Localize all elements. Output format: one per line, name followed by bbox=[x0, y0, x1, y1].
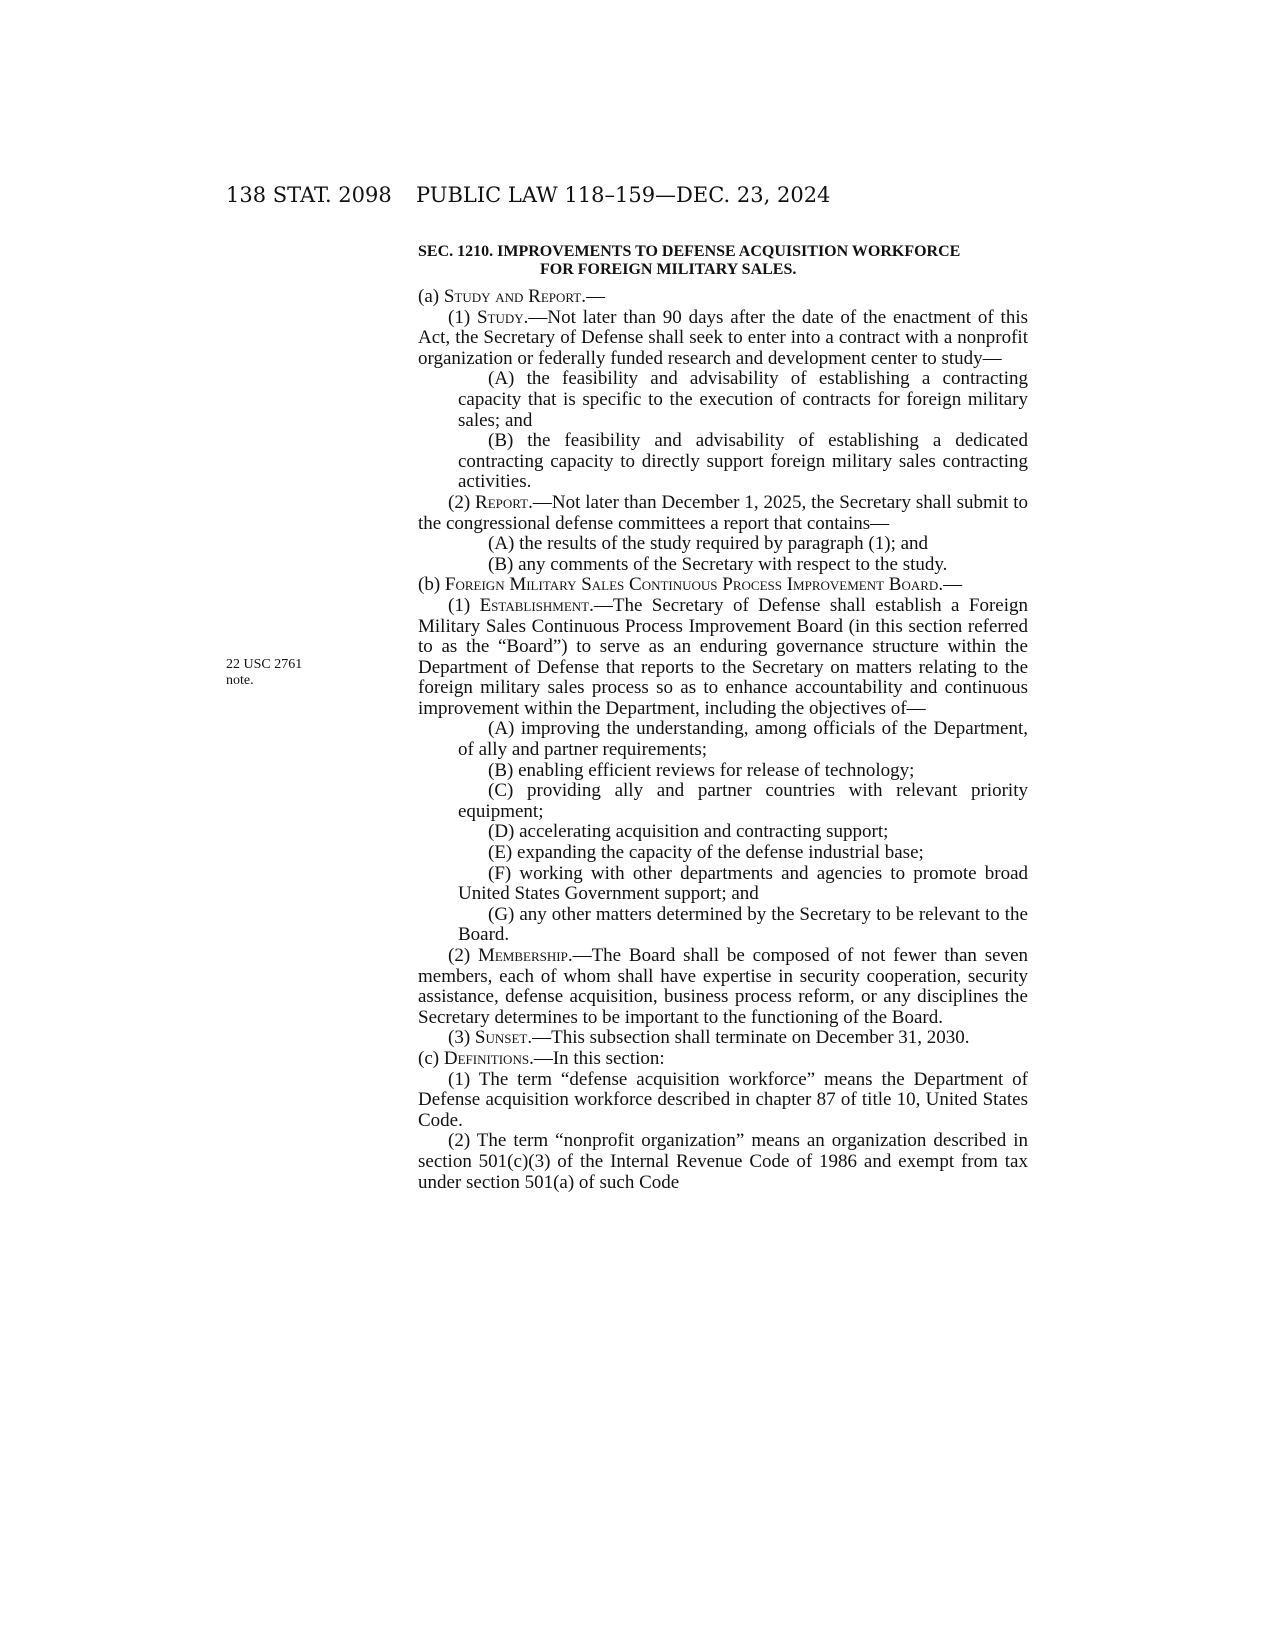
section-body bbox=[418, 243, 1028, 1193]
paragraph-b1-title: Establishment bbox=[479, 594, 590, 616]
paragraph-b3-title: Sunset bbox=[474, 1027, 528, 1049]
paragraph-b2-label: (2) bbox=[448, 945, 478, 966]
paragraph-b3 bbox=[418, 1028, 1028, 1049]
paragraph-a2-text: .—Not later than December 1, 2025, the Secretary shall submit to the congressional defense committees a report that contains— bbox=[418, 491, 1028, 534]
paragraph-a1-text: .—Not later than 90 days after the date of the enactment of this Act, the Secretary of Defense shall seek to enter into a contract with a nonprofit organization or federally funded research and development center to study— bbox=[418, 306, 1028, 369]
page-header bbox=[0, 183, 1275, 223]
public-law-title: PUBLIC LAW 118–159—DEC. 23, 2024 bbox=[416, 183, 831, 207]
subsection-b-label: (b) bbox=[418, 574, 445, 596]
subparagraph-a2A: (A) the results of the study required by paragraph (1); and bbox=[488, 533, 929, 555]
paragraph-a1-title: Study bbox=[476, 306, 524, 328]
paragraph-b1 bbox=[418, 596, 1028, 720]
section-heading bbox=[418, 243, 1028, 279]
subparagraph-b1G: (G) any other matters determined by the Secretary to be relevant to the Board. bbox=[458, 903, 1028, 946]
subsection-a-label: (a) bbox=[418, 286, 444, 307]
subsection-c-heading bbox=[418, 1049, 1028, 1070]
margin-note-line1: 22 USC 2761 bbox=[226, 657, 303, 672]
stat-page-number: 138 STAT. 2098 bbox=[226, 183, 392, 207]
subparagraph-b1C: (C) providing ally and partner countries with relevant priority equipment; bbox=[458, 780, 1028, 822]
paragraph-b3-text: .—This subsection shall terminate on December 31, 2030. bbox=[527, 1027, 970, 1049]
subsection-c-label: (c) bbox=[418, 1047, 444, 1069]
paragraph-a2 bbox=[418, 493, 1028, 534]
paragraph-b1-label: (1) bbox=[448, 594, 480, 616]
subsection-a-heading bbox=[418, 287, 1028, 308]
subsection-a-title: Study and Report bbox=[443, 286, 582, 307]
paragraph-a2-title: Report bbox=[475, 491, 529, 513]
subsection-b-title: Foreign Military Sales Continuous Process Improvement Board bbox=[444, 574, 939, 596]
subsection-a-dash: .— bbox=[581, 286, 605, 307]
subparagraph-a1A: (A) the feasibility and advisability of establishing a contracting capacity that is specific to the execution of contracts for foreign military sales; and bbox=[458, 368, 1028, 431]
paragraph-c1: (1) The term “defense acquisition workforce” means the Department of Defense acquisition workforce described in chapter 87 of title 10, United States Code. bbox=[418, 1068, 1028, 1131]
section-heading-line1: SEC. 1210. IMPROVEMENTS TO DEFENSE ACQUISITION WORKFORCE bbox=[418, 243, 961, 260]
subparagraph-b1F: (F) working with other departments and agencies to promote broad United States Government support; and bbox=[458, 862, 1028, 905]
subsection-b-heading bbox=[376, 575, 1028, 596]
paragraph-b2-text: .—The Board shall be composed of not fewer than seven members, each of whom shall have expertise in security cooperation, security assistance, defense acquisition, business process reform, or any disciplines the Secretary determines to be important to the functioning of the Board. bbox=[418, 945, 1028, 1028]
paragraph-b3-label: (3) bbox=[448, 1027, 475, 1049]
subparagraph-b1E: (E) expanding the capacity of the defense industrial base; bbox=[488, 842, 924, 864]
section-heading-line2: FOR FOREIGN MILITARY SALES. bbox=[540, 261, 797, 278]
paragraph-b2 bbox=[418, 946, 1028, 1028]
subparagraph-a2B: (B) any comments of the Secretary with respect to the study. bbox=[488, 553, 948, 575]
subparagraph-b1A: (A) improving the understanding, among officials of the Department, of ally and partner requirements; bbox=[458, 718, 1028, 761]
paragraph-a2-label: (2) bbox=[448, 491, 476, 513]
subsection-c-text: .—In this section: bbox=[529, 1047, 665, 1069]
subparagraph-b1B: (B) enabling efficient reviews for release of technology; bbox=[488, 759, 915, 781]
paragraph-b2-title: Membership bbox=[477, 945, 568, 966]
subparagraph-b1D: (D) accelerating acquisition and contracting support; bbox=[488, 821, 889, 843]
subparagraph-a1B: (B) the feasibility and advisability of establishing a dedicated contracting capacity to directly support foreign military sales contracting activities. bbox=[458, 430, 1028, 493]
margin-note-line2: note. bbox=[226, 673, 254, 688]
subsection-c-title: Definitions bbox=[443, 1047, 530, 1069]
subsection-b-dash: .— bbox=[938, 574, 963, 596]
margin-note bbox=[226, 657, 346, 689]
paragraph-a1-label: (1) bbox=[448, 306, 477, 328]
paragraph-a1 bbox=[418, 308, 1028, 370]
paragraph-b1-text: .—The Secretary of Defense shall establish a Foreign Military Sales Continuous Process Improvement Board (in this section referred to as the “Board”) to serve as an enduring governance structure within the Department of Defense that reports to the Secretary on matters relating to the foreign military sales process so as to enhance accountability and continuous improvement within the Department, including the objectives of— bbox=[418, 594, 1028, 719]
paragraph-c2: (2) The term “nonprofit organization” means an organization described in section 501(c)(3) of the Internal Revenue Code of 1986 and exempt from tax under section 501(a) of such Code bbox=[418, 1130, 1028, 1193]
